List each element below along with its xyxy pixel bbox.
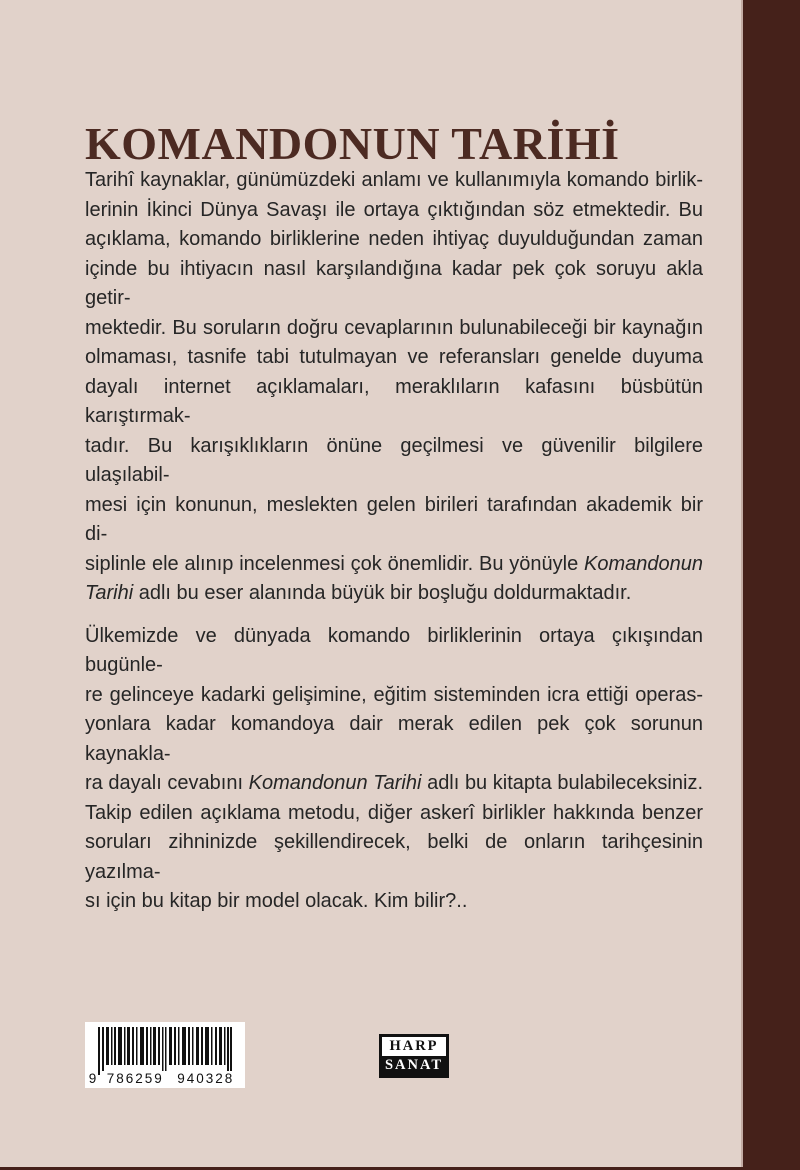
text-line: mektedir. Bu soruların doğru cevaplarının bulunabileceği bir kaynağın (85, 316, 703, 339)
text-line: açıklama, komando birliklerine neden ihtiyaç duyulduğundan zaman (85, 228, 703, 250)
text-line: ra dayalı cevabını Komandonun Tarihi adlı bu kitapta bulabileceksiniz. (85, 772, 703, 794)
text-line: dayalı internet açıklamaları, meraklıların kafasını büsbütün karıştırmak- (85, 375, 703, 427)
publisher-name-harp: HARP (382, 1037, 446, 1056)
text-line: Ülkemizde ve dünyada komando birliklerinin ortaya çıkışından bugünle- (85, 624, 703, 676)
publisher-logo (379, 1034, 449, 1078)
synopsis-paragraph-2 (85, 622, 703, 917)
isbn-group-1: 786259 (100, 1071, 171, 1086)
text-line: sı için bu kitap bir model olacak. Kim bilir?.. (85, 890, 468, 912)
isbn-group-2: 940328 (171, 1071, 242, 1086)
text-line: olmaması, tasnife tabi tutulmayan ve referansları genelde duyuma (85, 346, 703, 368)
text-line: siplinle ele alınıp incelenmesi çok önemlidir. Bu yönüyle Komandonun (85, 552, 703, 575)
isbn-digit-left: 9 (88, 1071, 97, 1086)
text-line: Takip edilen açıklama metodu, diğer askerî birlikler hakkında benzer (85, 801, 703, 824)
text-line: tadır. Bu karışıklıkların önüne geçilmesi ve güvenilir bilgilere ulaşılabil- (85, 434, 703, 486)
text-line: Tarihî kaynaklar, günümüzdeki anlamı ve kullanımıyla komando birlik- (85, 169, 703, 191)
barcode-bars (98, 1027, 232, 1075)
text-line: re gelinceye kadarki gelişimine, eğitim sisteminden icra ettiği operas- (85, 683, 703, 706)
synopsis (85, 166, 703, 917)
isbn-digits (85, 1070, 241, 1086)
text-line: soruları zihninizde şekillendirecek, belki de onların tarihçesinin yazılma- (85, 831, 703, 883)
text-line: mesi için konunun, meslekten gelen birileri tarafından akademik bir di- (85, 493, 703, 545)
text-line: yonlara kadar komandoya dair merak edilen pek çok sorunun kaynakla- (85, 713, 703, 765)
text-line: içinde bu ihtiyacın nasıl karşılandığına kadar pek çok soruyu akla getir- (85, 257, 703, 309)
text-line: lerinin İkinci Dünya Savaşı ile ortaya çıktığından söz etmektedir. Bu (85, 198, 703, 221)
isbn-barcode (85, 1022, 245, 1088)
synopsis-paragraph-1 (85, 166, 703, 609)
right-spine-band (741, 0, 800, 1170)
book-title: KOMANDONUN TARİHİ (85, 117, 620, 169)
text-line: Tarihi adlı bu eser alanında büyük bir boşluğu doldurmaktadır. (85, 582, 632, 604)
publisher-name-sanat: SANAT (382, 1056, 446, 1075)
